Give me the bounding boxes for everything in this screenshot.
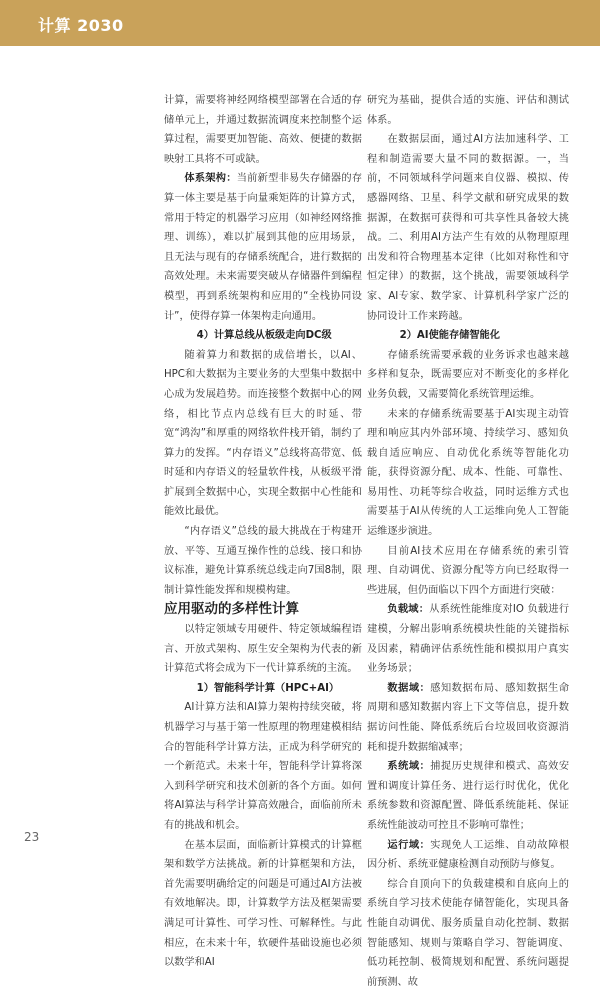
paragraph: “内存语义”总线的最大挑战在于构建开放、平等、互通互操作性的总线、接口和协议标准，避免计算系统总线走向7国8制，限制计算性能发挥和规模构建。	[164, 526, 362, 596]
domain-item-runtime	[367, 836, 569, 875]
right-column	[367, 91, 569, 992]
paragraph: 在数据层面，通过AI方法加速科学、工程和制造需要大量不同的数据源。一，当前，不同领域科学问题来自仪器、模拟、传感器网络、卫星、科学文献和研究成果的数据源，在数据可获得和可共享性具备较大挑战。二、利用AI方法产生有效的从物理原理出发和符合物理基本定律（比如对称性和守恒定律）的数据，这个挑战，需要领域科学家、AI专家、数学家、计算机科学家广泛的协同设计工作来跨越。	[367, 134, 569, 322]
paragraph: 存储系统需要承载的业务诉求也越来越多样和复杂，既需要应对不断变化的多样化业务负载，又需要简化系统管理运维。	[367, 349, 569, 400]
domain-item-load	[367, 600, 569, 678]
inline-label: 运行域：	[387, 839, 431, 851]
subheading: 4）计算总线从板级走向DC级	[196, 330, 332, 342]
paragraph: 未来的存储系统需要基于AI实现主动管理和响应其内外部环境、持续学习、感知负载自适应响应、自动优化系统等智能化功能，获得资源分配、成本、性能、可靠性、易用性、功耗等综合收益，同时运维方式也需要基于AI从传统的人工运维向免人工智能运维逐步演进。	[367, 408, 569, 538]
left-column	[164, 91, 362, 973]
paragraph-text: 当前新型非易失存储器的存算一体主要是基于向量乘矩阵的计算方式，常用于特定的机器学习应用（如神经网络推理、训练），难以扩展到其他的应用场景，且无法与现有的存储系统配合，进行数据的高效处理。未来需要突破从存储器件到编程模型，再到系统架构和应用的“全栈协同设计”，使得存算一体架构走向通用。	[164, 173, 363, 322]
subheading: 2）AI使能存储智能化	[399, 330, 500, 342]
inline-label: 数据域：	[387, 682, 431, 694]
paragraph-text: 从系统性能维度对IO 负载进行建模，分解出影响系统模块性能的关键指标及因素，精确评估系统性能和模拟用户真实业务场景；	[367, 604, 570, 675]
inline-label: 负载域：	[387, 604, 430, 616]
paragraph: 随着算力和数据的成倍增长，以AI、HPC和大数据为主要业务的大型集中数据中心成为发展趋势。而连接整个数据中心的网络，相比节点内总线有巨大的时延、带宽“鸿沟”和厚重的网络软件栈开销，制约了算力的发挥。“内存语义”总线将高带宽、低时延和内存语义的轻量软件栈，从板级平滑扩展到全数据中心，实现全数据中心性能和能效比最优。	[164, 349, 362, 518]
paragraph: 目前AI技术应用在存储系统的索引管理、自动调优、资源分配等方向已经取得一些进展，但仍面临以下四个方面进行突破：	[367, 545, 569, 596]
paragraph: 研究为基础，提供合适的实施、评估和测试体系。	[367, 95, 569, 126]
paragraph-text: 感知数据布局、感知数据生命周期和感知数据内容上下文等信息，提升数据访问性能、降低系统后台垃圾回收资源消耗和提升数据缩减率；	[367, 682, 570, 753]
inline-label: 系统域：	[387, 761, 431, 773]
page-header-title: 计算 2030	[38, 16, 124, 35]
paragraph: 以特定领域专用硬件、特定领域编程语言、开放式架构、原生安全架构为代表的新计算范式将会成为下一代计算系统的主流。	[164, 624, 362, 675]
subheading: 1）智能科学计算（HPC+AI）	[196, 682, 340, 694]
domain-item-system	[367, 757, 569, 835]
domain-item-data	[367, 679, 569, 757]
section-heading: 应用驱动的多样性计算	[164, 601, 299, 618]
paragraph-text: 实现免人工运维、自动故障根因分析、系统亚健康检测自动预防与修复。	[367, 839, 570, 871]
page-number: 23	[24, 830, 40, 844]
paragraph: AI计算方法和AI算力架构持续突破，将机器学习与基于第一性原理的物理建模相结合的智能科学计算方法，正成为科学研究的一个新范式。未来十年，智能科学计算将深入到科学研究和技术创新的各个方面。如何将AI算法与科学计算高效融合，面临前所未有的挑战和机会。	[164, 702, 362, 831]
paragraph: 在基本层面，面临新计算模式的计算框架和数学方法挑战。新的计算框架和方法，首先需要明确给定的问题是可通过AI方法被有效地解决。即，计算数学方法及框架需要满足可计算性、可学习性、可解释性。与此相应，在未来十年，软硬件基础设施也必须以数学和AI	[164, 839, 362, 969]
inline-label: 体系架构：	[184, 173, 237, 185]
paragraph: 综合自顶向下的负载建模和自底向上的系统自学习技术使能存储智能化，实现具备性能自动调优、服务质量自动化控制、数据智能感知、规则与策略自学习、智能调度、低功耗控制、极简规划和配置、系统问题提前预测、故	[367, 878, 569, 988]
paragraph-architecture	[164, 169, 362, 326]
paragraph: 计算，需要将神经网络模型部署在合适的存储单元上，并通过数据流调度来控制整个运算过程，需要更加智能、高效、便捷的数据映射工具将不可或缺。	[164, 95, 362, 165]
paragraph-text: 捕捉历史规律和模式、高效安置和调度计算任务、进行运行时优化，优化系统参数和资源配置、降低系统能耗、保证系统性能波动可控且不影响可靠性；	[367, 761, 570, 831]
header-bar	[0, 0, 600, 46]
